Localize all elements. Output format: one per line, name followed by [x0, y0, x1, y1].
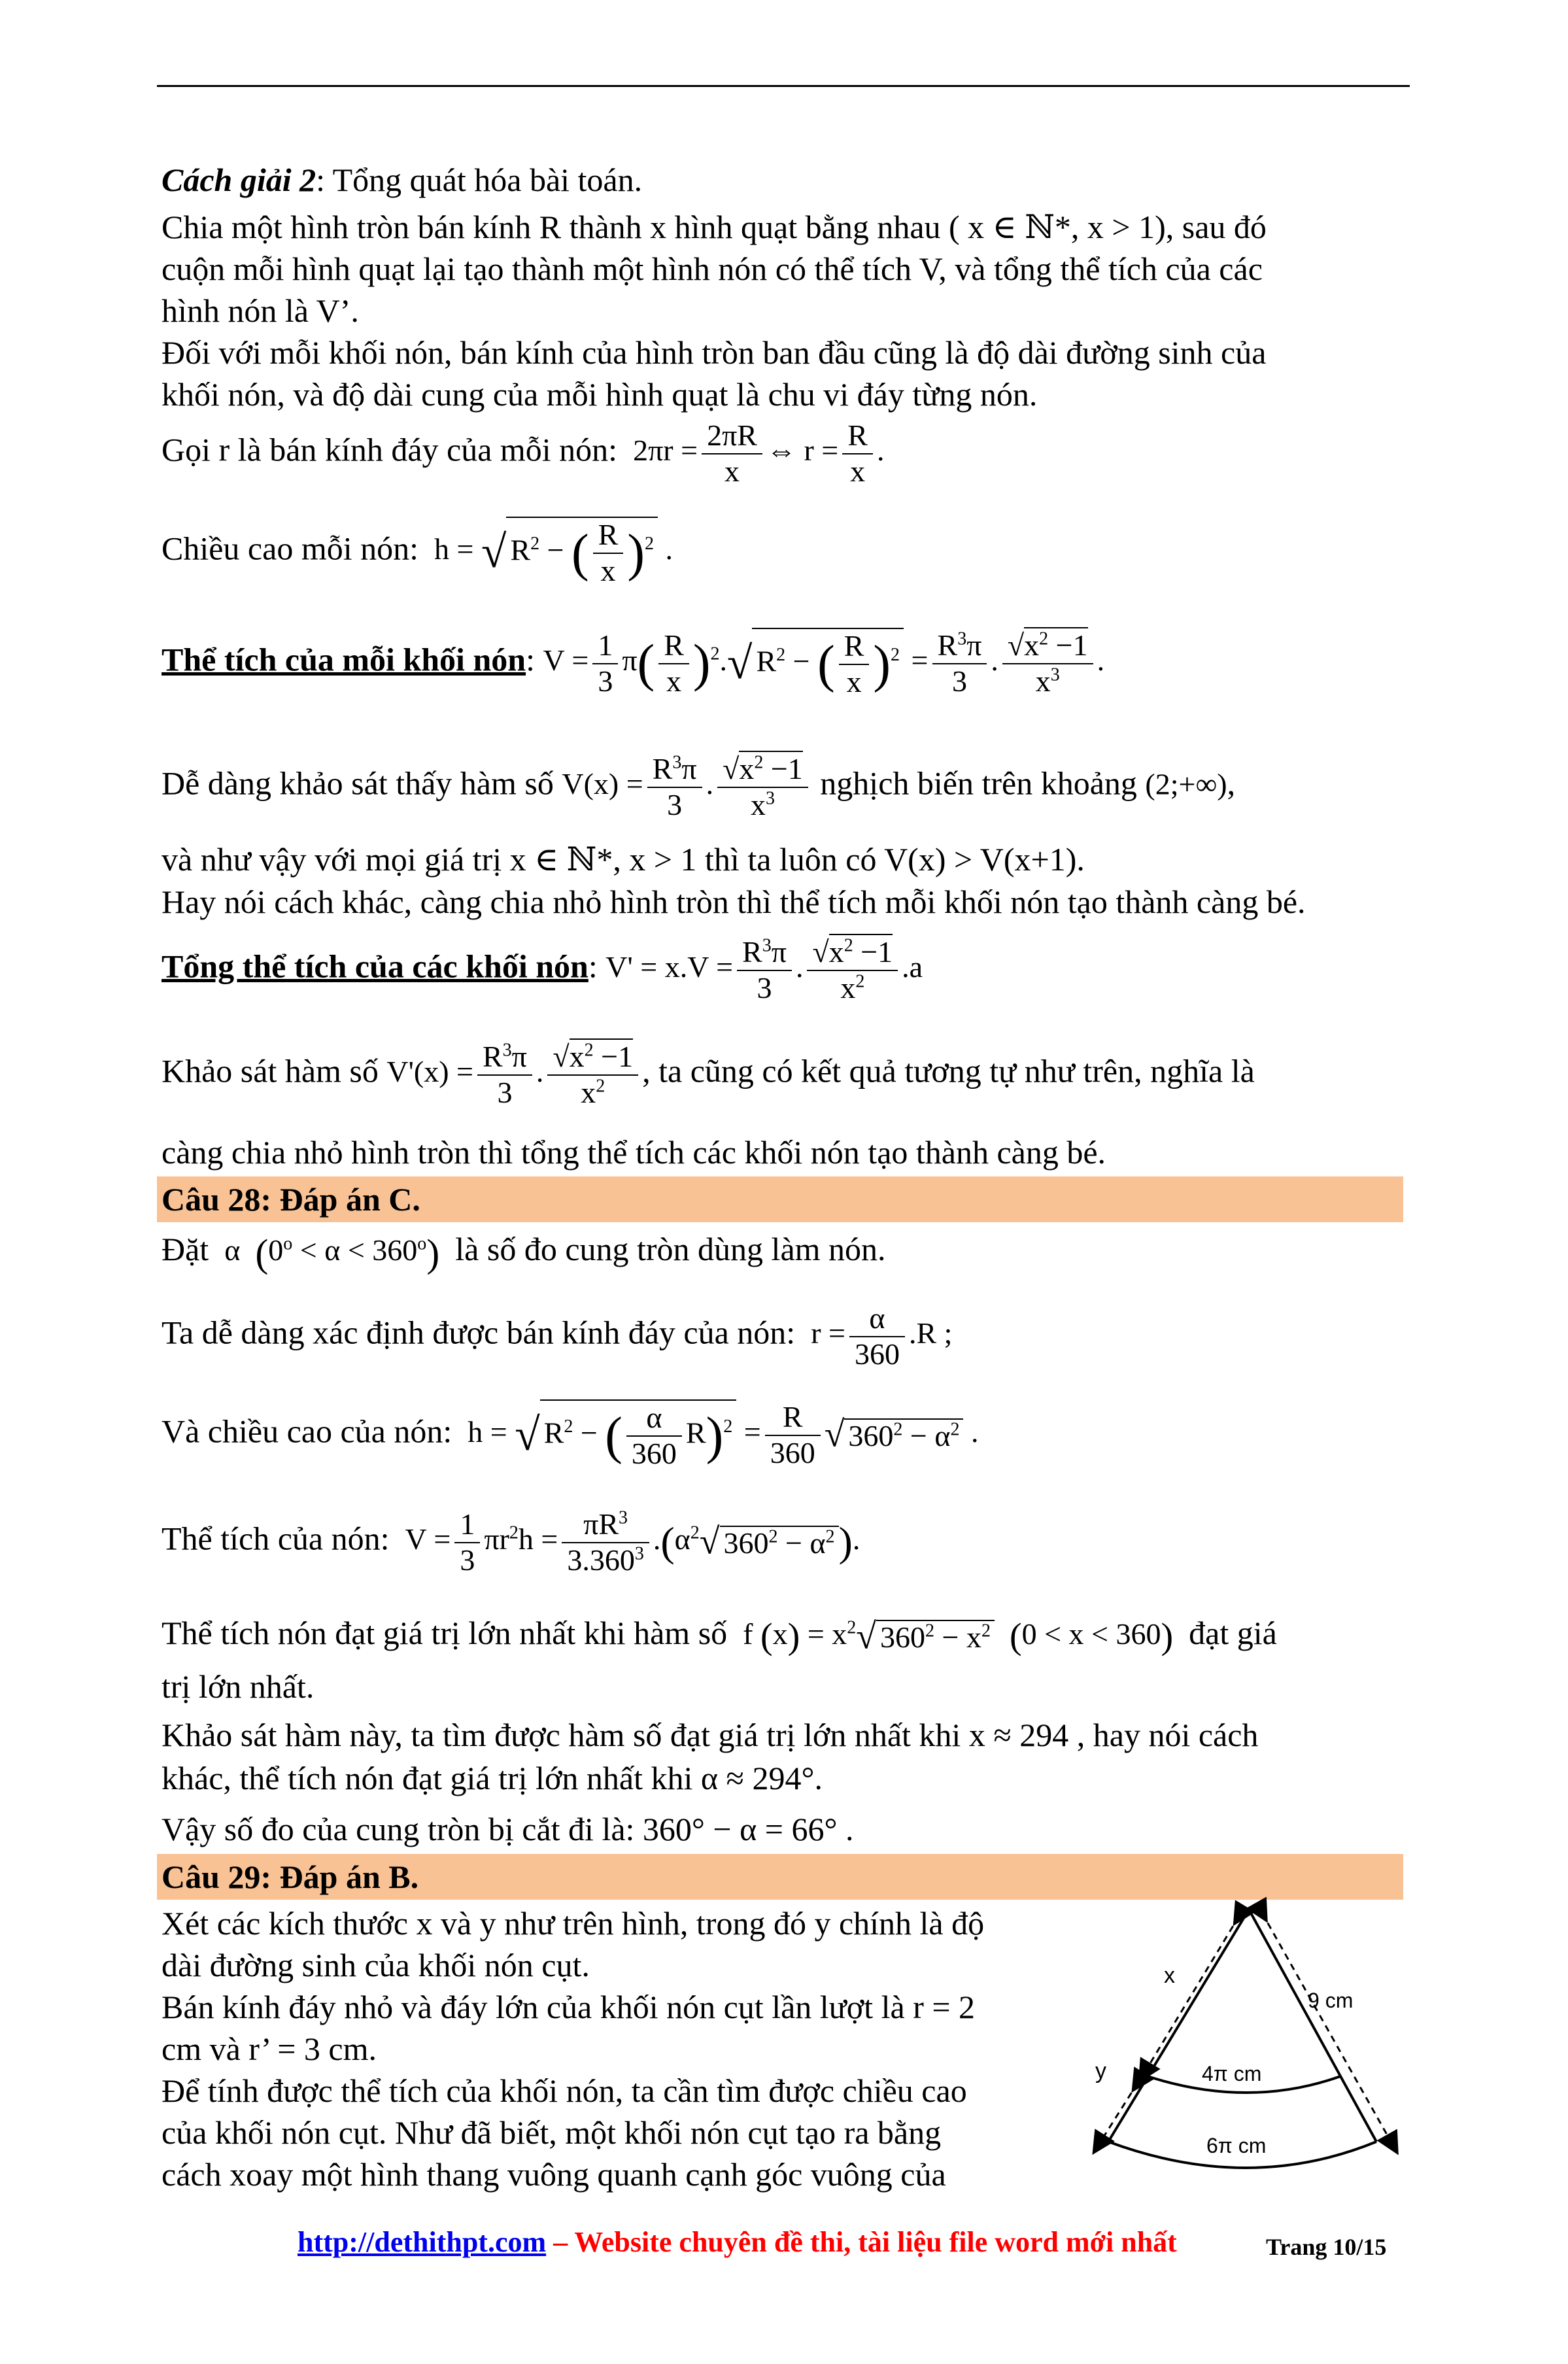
- paragraph: Để tính được thể tích của khối nón, ta cần tìm được chiều cao: [162, 2072, 967, 2109]
- total-volume-line: Tổng thể tích của các khối nón: V' = x.V = $\frac{R^3\pi}{3}$ . $\frac{√x^2 -1}{x^2}$ .a: [162, 935, 923, 1004]
- q28-function: f $(x) = x^2√$ $360^2 - x^2$ (0 < x < 360): [735, 1616, 1174, 1657]
- label-6pi: 6π cm: [1206, 2134, 1267, 2157]
- survey-line: Dễ dàng khảo sát thấy hàm số V(x) = $\frac{R^3\pi}{3}$ . $\frac{√x^2 -1}{x^3}$ nghịch biến trên khoảng (2;+∞),: [162, 752, 1236, 821]
- solution2-subtitle: : Tổng quát hóa bài toán.: [316, 162, 643, 198]
- dimension-9cm: [1262, 1913, 1393, 2145]
- q28-line5: Thể tích nón đạt giá trị lớn nhất khi hàm số f $(x) = x^2√$ $360^2 - x^2$ (0 < x < 360) đạt giá: [162, 1615, 1277, 1657]
- survey2-line: [162, 1040, 1255, 1110]
- header-rule: [157, 85, 1410, 87]
- label-9cm: 9 cm: [1308, 1989, 1354, 2012]
- q28-volume-formula: V = $\frac{1}{3}$ $\pi r^2h$ = $\frac{\pi R^3}{3.360^3}$ $.(\alpha^2√$ $360^2 - \alpha^2$).: [398, 1507, 861, 1577]
- height-label: Chiều cao mỗi nón:: [162, 530, 418, 567]
- paragraph: Bán kính đáy nhỏ và đáy lớn của khối nón cụt lần lượt là r = 2: [162, 1989, 976, 2025]
- survey2-rest: , ta cũng có kết quả tương tự như trên, nghĩa là: [642, 1052, 1255, 1089]
- paragraph: cuộn mỗi hình quạt lại tạo thành một hình nón có thể tích V, và tổng thể tích của các: [162, 250, 1263, 287]
- label-4pi: 4π cm: [1202, 2062, 1262, 2085]
- volume-formula-line: Thể tích của mỗi khối nón: V = $\frac{1}{3}$ π( $\frac{R}{x}$ )$^2$.√ $R^2$ − ( $\frac{R}{x}$ )$^2$ = $\frac{R^3\pi}{3}$ . $\frac{√x^2 -1}{x^3}$ .: [162, 628, 1105, 698]
- height-formula-line: [162, 517, 673, 589]
- paragraph: khác, thể tích nón đạt giá trị lớn nhất khi α ≈ 294°.: [162, 1760, 823, 1796]
- paragraph: hình nón là V’.: [162, 292, 359, 329]
- survey-function: V(x) = $\frac{R^3\pi}{3}$ . $\frac{√x^2 -1}{x^3}$: [562, 767, 811, 800]
- label-x: x: [1164, 1963, 1175, 1988]
- paragraph: khối nón, và độ dài cung của mỗi hình quạt là chu vi đáy từng nón.: [162, 376, 1038, 413]
- dimension-x: [1144, 1916, 1239, 2073]
- dimension-y: [1099, 2083, 1138, 2145]
- height-formula: h = √ $R^2$ − ( $\frac{R}{x}$ )$^2$ .: [426, 518, 673, 587]
- paragraph: Khảo sát hàm này, ta tìm được hàm số đạt giá trị lớn nhất khi x ≈ 294 , hay nói cách: [162, 1717, 1259, 1753]
- paragraph: cm và r’ = 3 cm.: [162, 2030, 377, 2067]
- paragraph: của khối nón cụt. Như đã biết, một khối nón cụt tạo ra bằng: [162, 2114, 942, 2151]
- interval: (2;+∞): [1145, 767, 1227, 801]
- volume-label: Thể tích của mỗi khối nón: [162, 641, 526, 678]
- q28-height-line: Và chiều cao của nón: h = √ $R^2$ − ( $\frac{\alpha}{360}$ R)$^2$ = $\frac{R}{360}$ √ $360^2 - \alpha^2$ .: [162, 1400, 979, 1470]
- radius-formula-line: [162, 419, 884, 489]
- frustum-net-figure: [1072, 1896, 1425, 2184]
- paragraph: và như vậy với mọi giá trị x ∈ ℕ*, x > 1 thì ta luôn có V(x) > V(x+1).: [162, 841, 1085, 878]
- radius-formula: 2πr = $\frac{2\pi R}{x}$ ⇔ r = $\frac{R}{x}$ .: [625, 419, 885, 488]
- paragraph: trị lớn nhất.: [162, 1668, 315, 1705]
- survey2-label: Khảo sát hàm số: [162, 1052, 379, 1089]
- sector-left-edge: [1108, 1910, 1249, 2142]
- footer-text: – Website chuyên đề thi, tài liệu file word mới nhất: [546, 2226, 1177, 2258]
- question-29-header: Câu 29: Đáp án B.: [157, 1854, 1403, 1900]
- footer-link[interactable]: http://dethithpt.com: [298, 2226, 547, 2258]
- paragraph: Vậy số đo của cung tròn bị cắt đi là: 360° − α = 66° .: [162, 1811, 854, 1847]
- alpha-range: α $(0^o < \alpha < 360^o)$: [216, 1231, 440, 1275]
- paragraph: Xét các kích thước x và y như trên hình, trong đó y chính là độ: [162, 1905, 985, 1942]
- page-number: Trang 10/15: [1266, 2234, 1387, 2260]
- paragraph: Chia một hình tròn bán kính R thành x hình quạt bằng nhau ( x ∈ ℕ*, x > 1), sau đó: [162, 209, 1267, 245]
- survey2-function: V'(x) = $\frac{R^3\pi}{3}$ . $\frac{√x^2 -1}{x^2}$: [386, 1055, 642, 1088]
- q28-height-formula: h = √ $R^2$ − ( $\frac{\alpha}{360}$ R)$^2$ = $\frac{R}{360}$ √ $360^2 - \alpha^2$ .: [460, 1400, 979, 1470]
- q28-radius-formula: r = $\frac{\alpha}{360}$ .R ;: [803, 1301, 953, 1371]
- q28-line1: Đặt α $(0^o < \alpha < 360^o)$ là số đo cung tròn dùng làm nón.: [162, 1231, 886, 1275]
- paragraph: Hay nói cách khác, càng chia nhỏ hình tròn thì thể tích mỗi khối nón tạo thành càng bé.: [162, 883, 1306, 920]
- volume-formula: V = $\frac{1}{3}$ π( $\frac{R}{x}$ )$^2$.√ $R^2$ − ( $\frac{R}{x}$ )$^2$ = $\frac{R^3\pi}{3}$ . $\frac{√x^2 -1}{x^3}$ .: [543, 628, 1105, 698]
- solution2-title-line: [162, 162, 642, 198]
- q28-radius-line: Ta dễ dàng xác định được bán kính đáy của nón: r = $\frac{\alpha}{360}$ .R ;: [162, 1301, 953, 1371]
- total-volume-label: Tổng thể tích của các khối nón: [162, 948, 588, 985]
- sector-right-edge: [1249, 1910, 1376, 2142]
- total-volume-formula: V' = x.V = $\frac{R^3\pi}{3}$ . $\frac{√x^2 -1}{x^2}$ .a: [605, 935, 923, 1004]
- question-28-header: Câu 28: Đáp án C.: [157, 1176, 1403, 1222]
- survey-label: Dễ dàng khảo sát thấy hàm số: [162, 764, 554, 802]
- paragraph: dài đường sinh của khối nón cụt.: [162, 1947, 590, 1983]
- paragraph: cách xoay một hình thang vuông quanh cạnh góc vuông của: [162, 2156, 946, 2193]
- label-y: y: [1095, 2059, 1106, 2083]
- footer: [298, 2225, 1177, 2259]
- paragraph: càng chia nhỏ hình tròn thì tổng thể tích các khối nón tạo thành càng bé.: [162, 1134, 1106, 1171]
- paragraph: Đối với mỗi khối nón, bán kính của hình tròn ban đầu cũng là độ dài đường sinh của: [162, 334, 1267, 371]
- radius-label: Gọi r là bán kính đáy của mỗi nón:: [162, 431, 618, 468]
- solution2-title: Cách giải 2: [162, 162, 316, 198]
- survey-rest: nghịch biến trên khoảng: [820, 764, 1137, 802]
- q28-volume-line: Thể tích của nón: V = $\frac{1}{3}$ $\pi r^2h$ = $\frac{\pi R^3}{3.360^3}$ $.(\alpha^2√$ $360^2 - \alpha^2$).: [162, 1507, 861, 1577]
